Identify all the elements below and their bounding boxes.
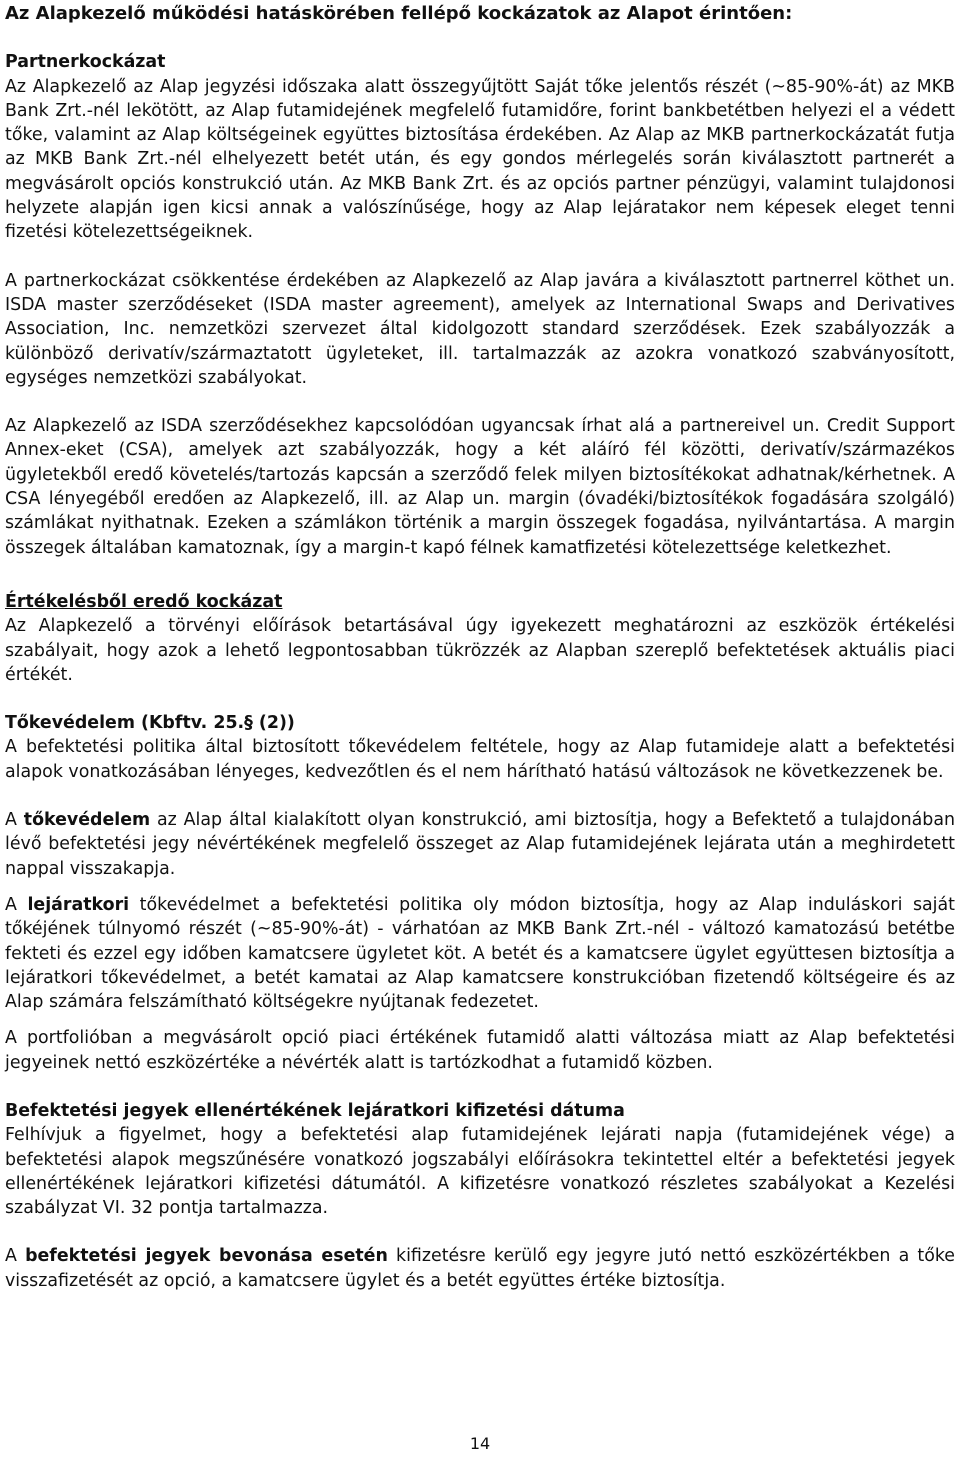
section-title: Partnerkockázat [5, 52, 166, 73]
section-capital-protection [5, 711, 955, 1075]
paragraph: A partnerkockázat csökkentése érdekében az Alapkezelő az Alap javára a kiválasztott partnerrel köthet un. ISDA master szerződéseket (ISDA master agreement), amelyek az International Swaps and Derivatives Association, Inc. nemzetközi szervezet által kidolgozott standard szerződések. Ezek szabályozzák a különböző derivatív/származtatott ügyleteket, ill. tartalmazzák az azokra vonatkozó szabványosított, egységes nemzetközi szabályokat. [5, 270, 955, 388]
paragraph: A portfolióban a megvásárolt opció piaci értékének futamidő alatti változása miatt az Alap befektetési jegyeinek nettó eszközértéke a névérték alatt is tartózkodhat a futamidő közben. [5, 1028, 955, 1073]
text-run: tőkevédelmet a befektetési politika oly módon biztosítja, hogy az Alap induláskori saját tőkéjének túlnyomó részét (~85-90%-át) - várhatóan az MKB Bank Zrt.-nél - változó kamatozású betétbe fekteti és ezzel egy időben kamatcsere ügyletet köt. A betét és a kamatcsere ügylet együttesen biztosítja a lejáratkori tőkevédelmet, a betét kamatai az Alap kamatcsere konstrukcióban fizetendő költségeire és az Alap számára felszámítható költségekre nyújtanak fedezetet. [5, 894, 955, 1013]
section-payout-date [5, 1099, 955, 1293]
text-run: A [5, 894, 28, 915]
section-title: Tőkevédelem (Kbftv. 25.§ (2)) [5, 713, 295, 734]
section-title: Értékelésből eredő kockázat [5, 591, 283, 612]
paragraph [5, 808, 955, 881]
paragraph: Felhívjuk a figyelmet, hogy a befektetési alap futamidejének lejárati napja (futamidejének vége) a befektetési alapok megszűnésére vonatkozó jogszabályi előírásokra tekintettel eltér a befektetési jegyek ellenértékének lejáratkori kifizetési dátumától. A kifizetésre vonatkozó részletes szabályokat a Kezelési szabályzat VI. 32 pontja tartalmazza. [5, 1125, 955, 1219]
paragraph: A befektetési politika által biztosított tőkevédelem feltétele, hogy az Alap futamideje alatt a befektetési alapok vonatkozásában lényeges, kedvezőtlen és el nem hárítható hatású változások ne következzenek be. [5, 737, 955, 782]
section-valuation-risk [5, 590, 955, 687]
text-run: kifizetésre kerülő egy jegyre jutó nettó eszközértékben a tőke visszafizetését az opció, a kamatcsere ügylet és a betét együttes értéke biztosítja. [5, 1246, 955, 1291]
section-title: Befektetési jegyek ellenértékének lejáratkori kifizetési dátuma [5, 1100, 625, 1121]
page-number: 14 [469, 1434, 491, 1453]
paragraph: Az Alapkezelő az Alap jegyzési időszaka alatt összegyűjtött Saját tőke jelentős részét (~85-90%-át) az MKB Bank Zrt.-nél lekötött, az Alap futamidejének megfelelő futamidőre, forint bankbetétben helyezi el a védett tőke, valamint az Alap költségeinek együttes biztosítása érdekében. Az Alap az MKB partnerkockázatát futja az MKB Bank Zrt.-nél elhelyezett betét után, és egy gondos mérlegelés során kiválasztott partnerét a megvásárolt opciós konstrukció után. Az MKB Bank Zrt. és az opciós partner pénzügyi, valamint tulajdonosi helyzete alapján igen kicsi annak a valószínűsége, hogy az Alap lejáratakor nem képesek eleget tenni fizetési kötelezettségeiknek. [5, 76, 955, 243]
main-heading: Az Alapkezelő működési hatáskörében fellépő kockázatok az Alapot érintően: [5, 3, 793, 24]
text-run: A [5, 1246, 26, 1267]
text-run: A [5, 810, 24, 831]
emphasis: befektetési jegyek bevonása esetén [25, 1246, 388, 1267]
text-run: az Alap által kialakított olyan konstrukció, ami biztosítja, hogy a Befektető a tulajdonában lévő befektetési jegy névértékének megfelelő összeget az Alap futamidejének lejárata után a meghirdetett nappal visszakapja. [5, 810, 955, 879]
emphasis: lejáratkori [27, 894, 130, 915]
paragraph [5, 1244, 955, 1293]
paragraph: Az Alapkezelő az ISDA szerződésekhez kapcsolódóan ugyancsak írhat alá a partnereivel un. Credit Support Annex-eket (CSA), amelyek azt szabályozzák, hogy a két aláíró fél közötti, derivatív/származékos ügyletekből eredő követelés/tartozás kapcsán a szerződő felek milyen biztosítékokat adhatnak/kérhetnek. A CSA lényegéből eredően az Alapkezelő, ill. az Alap un. margin (óvadéki/biztosítékok fogadására szolgáló) számlákat nyithatnak. Ezeken a számlákon történik a margin összegek fogadása, nyilvántartása. A margin összegek általában kamatoznak, így a margin-t kapó félnek kamatfizetési kötelezettsége keletkezhet. [5, 416, 955, 558]
paragraph [5, 893, 955, 1014]
section-partner-risk [5, 50, 955, 560]
paragraph: Az Alapkezelő a törvényi előírások betartásával úgy igyekezett meghatározni az eszközök értékelési szabályait, hogy azok a lehető legpontosabban tükrözzék az Alapban szereplő befektetések aktuális piaci értékét. [5, 616, 955, 685]
emphasis: tőkevédelem [23, 810, 151, 831]
